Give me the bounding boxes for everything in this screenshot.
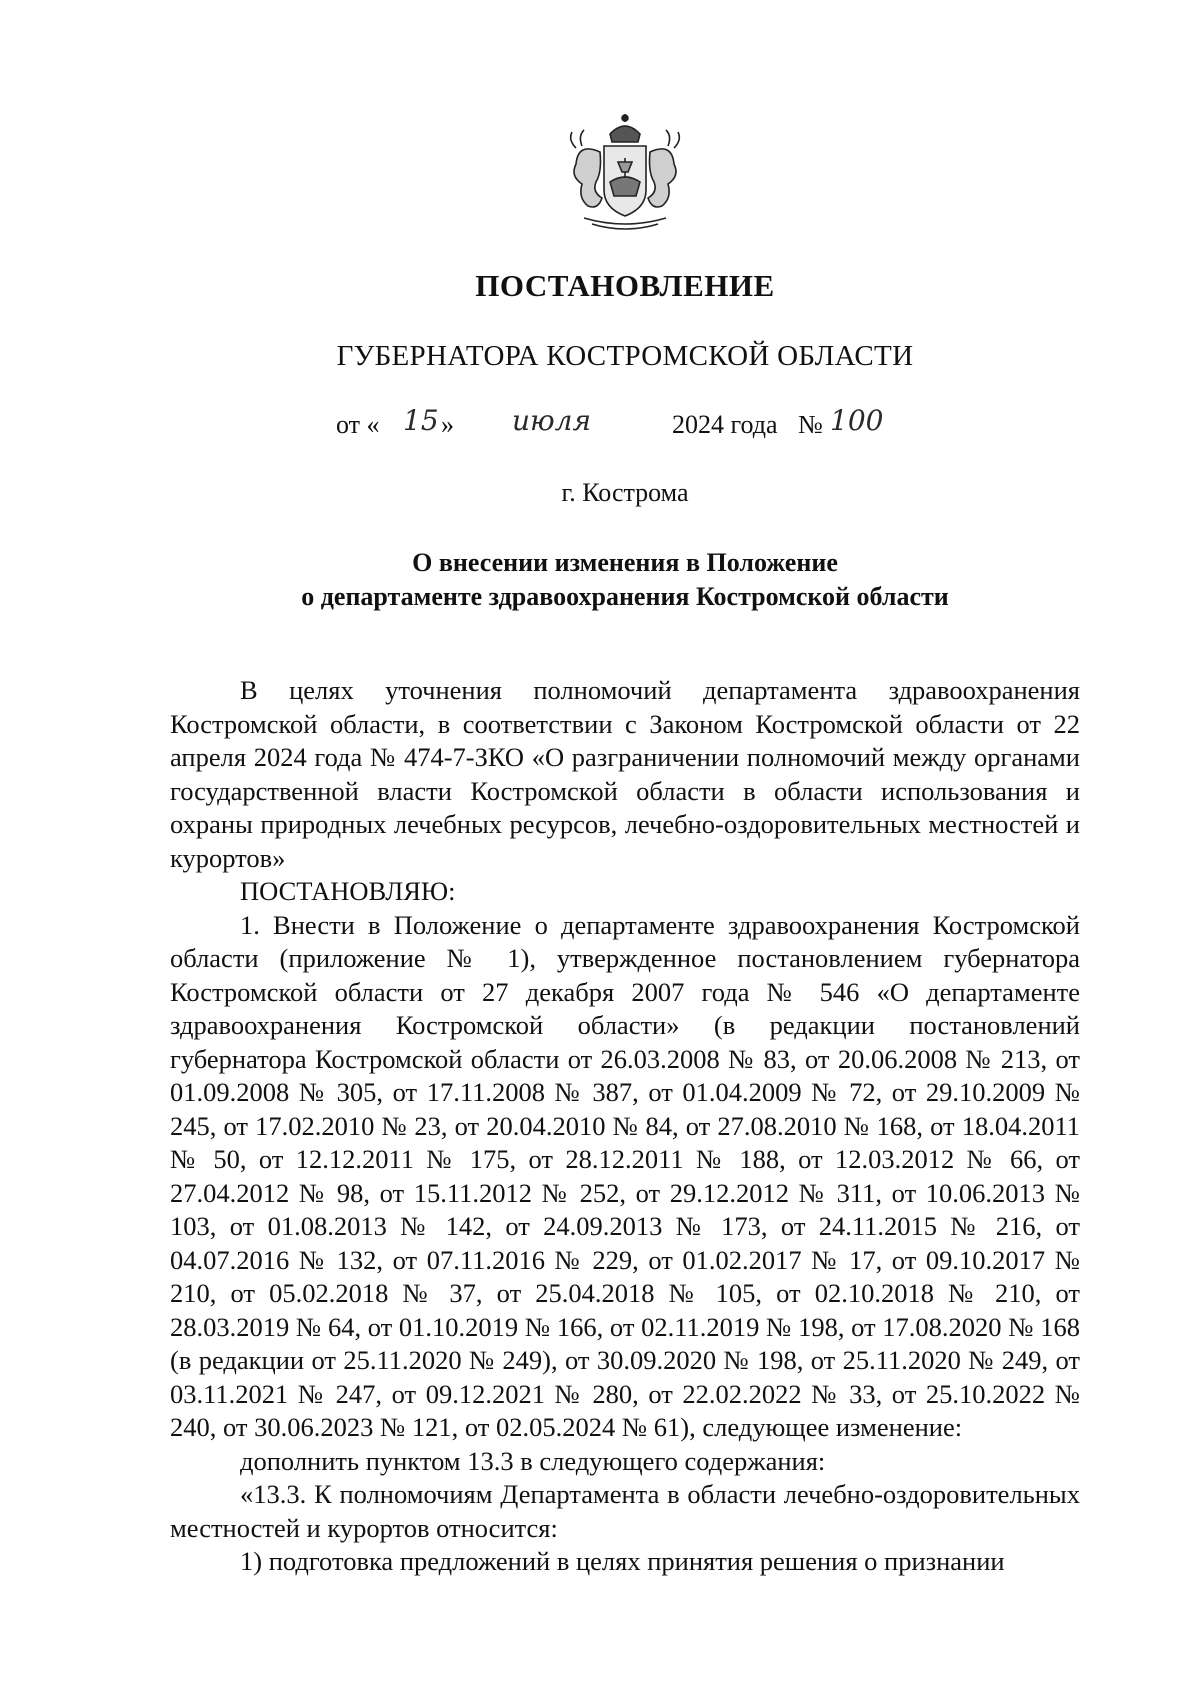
- item-1-paragraph: 1. Внести в Положение о департаменте здравоохранения Костромской области (приложение № 1), утвержденное постановлением губернатора Костромской области от 27 декабря 2007 года № 546 «О департаменте здравоохранения Костромской области» (в редакции постановлений губернатора Костромской области от 26.03.2008 № 83, от 20.06.2008 № 213, от 01.09.2008 № 305, от 17.11.2008 № 387, от 01.04.2009 № 72, от 29.10.2009 № 245, от 17.02.2010 № 23, от 20.04.2010 № 84, от 27.08.2010 № 168, от 18.04.2011 № 50, от 12.12.2011 № 175, от 28.12.2011 № 188, от 12.03.2012 № 66, от 27.04.2012 № 98, от 15.11.2012 № 252, от 29.12.2012 № 311, от 10.06.2013 № 103, от 01.08.2013 № 142, от 24.09.2013 № 173, от 24.11.2015 № 216, от 04.07.2016 № 132, от 07.11.2016 № 229, от 01.02.2017 № 17, от 09.10.2017 № 210, от 05.02.2018 № 37, от 25.04.2018 № 105, от 02.10.2018 № 210, от 28.03.2019 № 64, от 01.10.2019 № 166, от 02.11.2019 № 198, от 17.08.2020 № 168 (в редакции от 25.11.2020 № 249), от 30.09.2020 № 198, от 25.11.2020 № 249, от 03.11.2021 № 247, от 09.12.2021 № 280, от 22.02.2022 № 33, от 25.10.2022 № 240, от 30.06.2023 № 121, от 02.05.2024 № 61), следующее изменение:: [170, 909, 1080, 1442]
- document-number-handwritten: 100: [830, 404, 884, 437]
- decree-word: ПОСТАНОВЛЯЮ:: [240, 876, 456, 906]
- city: г. Кострома: [561, 478, 689, 507]
- heading-line-1: О внесении изменения в Положение: [412, 548, 838, 577]
- number-sign: №: [798, 410, 823, 439]
- preamble-paragraph: В целях уточнения полномочий департамента здравоохранения Костромской области, в соответствии с Законом Костромской области от 22 апреля 2024 года № 474-7-ЗКО «О разграничении полномочий между органами государственной власти Костромской области в области использования и охраны природных лечебных ресурсов, лечебно-оздоровительных местностей и курортов»: [170, 675, 1080, 873]
- document-body: [170, 674, 1080, 1579]
- document-title: ПОСТАНОВЛЕНИЕ: [475, 268, 775, 303]
- coat-of-arms-emblem: [548, 112, 702, 234]
- date-prefix: от «: [336, 410, 380, 439]
- date-year: 2024 года: [672, 410, 778, 439]
- document-heading: [0, 546, 1200, 614]
- clause-13-3-sub-1: 1) подготовка предложений в целях принятия решения о признании: [240, 1546, 1005, 1576]
- date-day-handwritten: 15: [403, 404, 439, 437]
- item-1-sub-paragraph: дополнить пунктом 13.3 в следующего содержания:: [240, 1445, 826, 1476]
- date-month-handwritten: июля: [512, 404, 592, 437]
- date-day-close: »: [441, 410, 454, 439]
- document-subtitle: ГУБЕРНАТОРА КОСТРОМСКОЙ ОБЛАСТИ: [336, 340, 914, 372]
- heading-line-2: о департаменте здравоохранения Костромской области: [301, 582, 949, 611]
- clause-13-3-paragraph: «13.3. К полномочиям Департамента в области лечебно-оздоровительных местностей и курортов относится:: [170, 1479, 1080, 1543]
